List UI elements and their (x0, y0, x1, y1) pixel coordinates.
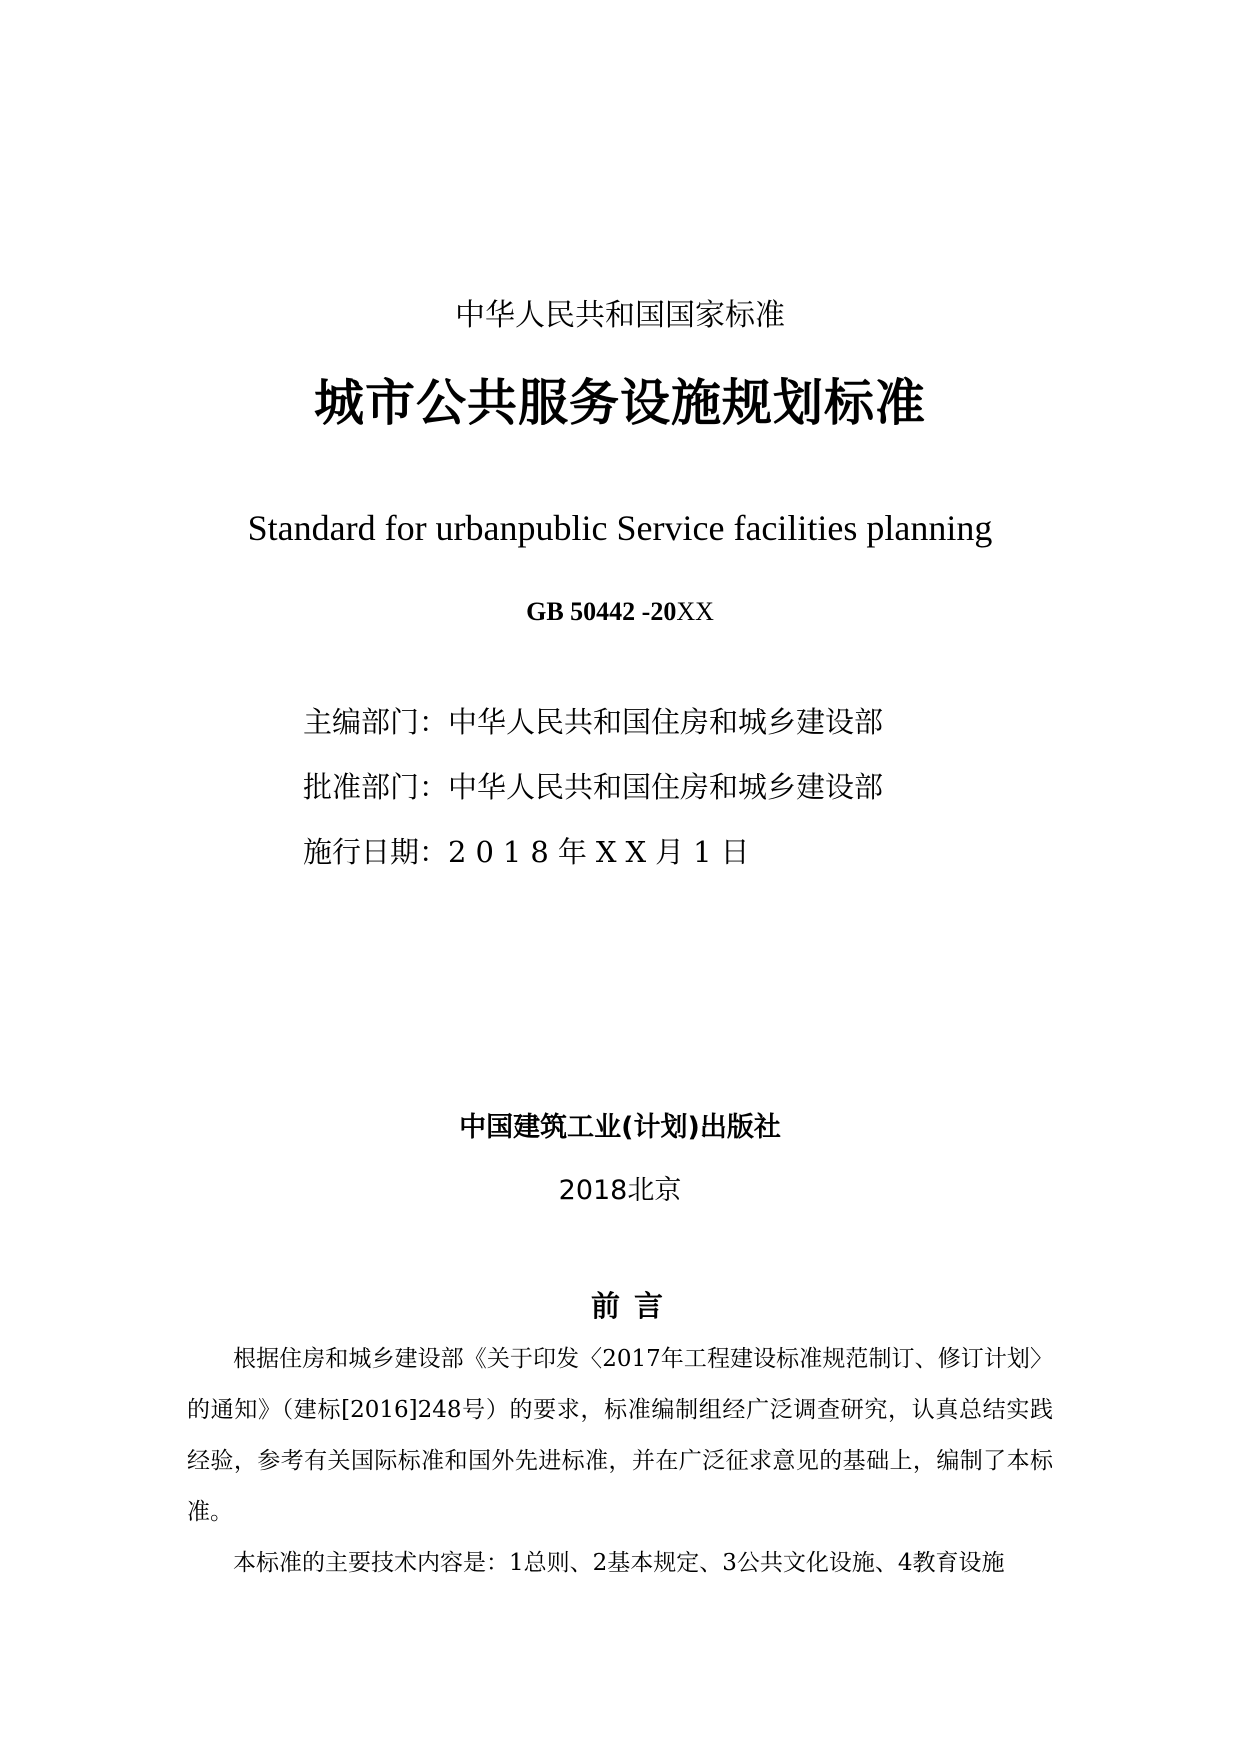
effective-date-row (303, 832, 1023, 872)
standard-title-en: Standard for urbanpublic Service facilities planning (247, 508, 993, 548)
publication-place-year: 2018北京 (558, 1175, 682, 1206)
approver-department-label: 批准部门： (303, 770, 449, 804)
editor-department-row (303, 702, 1023, 742)
standard-code-suffix: XX (676, 597, 714, 626)
foreword-body (187, 1334, 1053, 1589)
approver-department-value: 中华人民共和国住房和城乡建设部 (448, 770, 884, 804)
foreword-paragraph: 根据住房和城乡建设部《关于印发〈2017年工程建设标准规范制订、修订计划〉的通知》（建标[2016]248号）的要求，标准编制组经广泛调查研究，认真总结实践经验，参考有关国际标准和国外先进标准，并在广泛征求意见的基础上，编制了本标准。 (187, 1346, 1053, 1525)
approver-department-row (303, 767, 1023, 807)
effective-date-value: 2018年XX月1日 (448, 835, 759, 869)
effective-date-label: 施行日期： (303, 835, 449, 869)
foreword-heading: 前言 (590, 1289, 677, 1323)
standard-title-zh: 城市公共服务设施规划标准 (314, 374, 926, 432)
standard-code (0, 595, 1240, 629)
standard-info-block (303, 702, 1023, 897)
editor-department-label: 主编部门： (303, 705, 449, 739)
publisher-name: 中国建筑工业(计划)出版社 (459, 1112, 781, 1143)
editor-department-value: 中华人民共和国住房和城乡建设部 (448, 705, 884, 739)
standard-code-number: GB 50442 -20 (526, 597, 677, 626)
foreword-paragraph: 本标准的主要技术内容是：1总则、2基本规定、3公共文化设施、4教育设施 (233, 1550, 1005, 1576)
national-standard-label: 中华人民共和国国家标准 (455, 298, 785, 333)
